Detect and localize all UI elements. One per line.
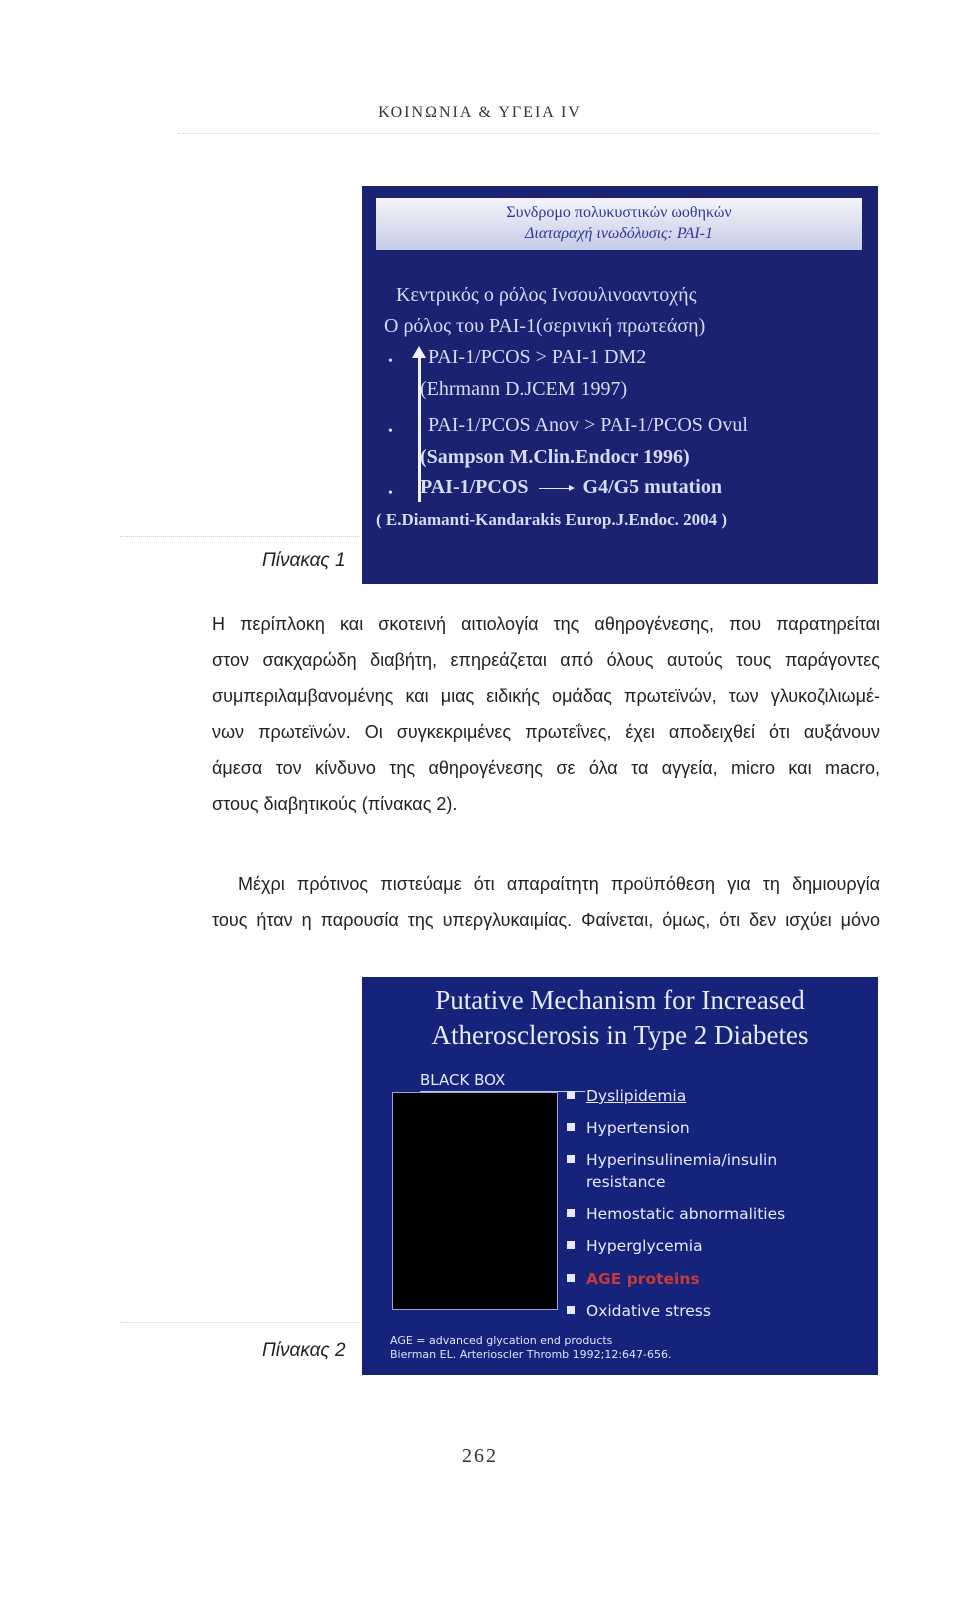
- paragraph-2: [212, 866, 880, 938]
- paragraph-1-line-5: άμεσα τον κίνδυνο της αθηρογένεσης σε όλα τα αγγεία, micro και macro,: [212, 758, 880, 778]
- slide1-line-7: [420, 476, 722, 499]
- square-bullet-icon: [567, 1091, 575, 1099]
- black-box: [392, 1092, 558, 1310]
- slide2-title-line1: Putative Mechanism for Increased: [435, 985, 805, 1015]
- slide1-title-bar: [376, 198, 862, 250]
- slide1-title-line2: Διαταραχή ινωδόλυσις: PAI-1: [525, 225, 713, 242]
- square-bullet-icon: [567, 1306, 575, 1314]
- list-item: Dyslipidemia: [567, 1085, 686, 1107]
- paragraph-2-line-1: Μέχρι πρότινος πιστεύαμε ότι απαραίτητη προϋπόθεση για τη δημιουργία: [238, 874, 880, 894]
- list-item: Hyperinsulinemia/insulin resistance: [567, 1149, 777, 1193]
- slide1-line-6: (Sampson M.Clin.Endocr 1996): [420, 446, 690, 468]
- slide1-line-4: (Ehrmann D.JCEM 1997): [420, 378, 628, 400]
- square-bullet-icon: [567, 1209, 575, 1217]
- paragraph-1-line-1: Η περίπλοκη και σκοτεινή αιτιολογία της αθηρογένεσης, που παρατηρείται: [212, 614, 880, 634]
- table-1-caption: Πίνακας 1: [262, 550, 346, 571]
- bullet-icon: •: [388, 424, 393, 439]
- list-item: Hemostatic abnormalities: [567, 1203, 785, 1225]
- caption2-rule: [120, 1322, 360, 1323]
- paragraph-2-line-2: τους ήταν η παρουσία της υπεργλυκαιμίας. Φαίνεται, όμως, ότι δεν ισχύει μόνο: [212, 910, 880, 930]
- paragraph-1-line-4: νων πρωτεϊνών. Οι συγκεκριμένες πρωτεΐνες, έχει αποδειχθεί ότι αυξάνουν: [212, 722, 880, 742]
- list-item: Hyperglycemia: [567, 1235, 703, 1257]
- table-2-caption: Πίνακας 2: [262, 1340, 346, 1361]
- header-divider: [178, 133, 878, 134]
- paragraph-1-line-3: συμπεριλαμβανομένης και μιας ειδικής ομάδας πρωτεϊνών, των γλυκοζιλιωμέ-: [212, 686, 880, 706]
- slide1-line-8: ( E.Diamanti-Kandarakis Europ.J.Endoc. 2004 ): [376, 510, 728, 529]
- bullet-icon: •: [388, 486, 393, 501]
- black-box-label: BLACK BOX: [420, 1071, 506, 1089]
- bullet-icon: •: [388, 354, 393, 369]
- list-item-highlight: AGE proteins: [567, 1268, 700, 1290]
- table-1-slide: [362, 186, 878, 584]
- footnote-line-1: AGE = advanced glycation end products: [390, 1334, 613, 1347]
- square-bullet-icon: [567, 1155, 575, 1163]
- square-bullet-icon: [567, 1241, 575, 1249]
- slide1-line-7a: PAI-1/PCOS: [420, 476, 529, 498]
- page-number: 262: [462, 1445, 498, 1467]
- table-2-slide: [362, 977, 878, 1375]
- square-bullet-icon: [567, 1123, 575, 1131]
- right-arrow-icon: [539, 488, 573, 489]
- slide2-footnote: [390, 1334, 672, 1362]
- square-bullet-icon: [567, 1274, 575, 1282]
- list-item: Oxidative stress: [567, 1300, 711, 1322]
- caption1-rule: [120, 536, 360, 537]
- paragraph-1: [212, 606, 880, 822]
- slide2-title: [362, 983, 878, 1053]
- list-item: Hypertension: [567, 1117, 690, 1139]
- slide1-line-1: Κεντρικός ο ρόλος Ινσουλινοαντοχής: [396, 284, 697, 306]
- running-header: ΚΟΙΝΩΝΙΑ & ΥΓΕΙΑ IV: [378, 104, 582, 121]
- slide1-line-5: PAI-1/PCOS Anov > PAI-1/PCOS Ovul: [428, 414, 748, 436]
- footnote-line-2: Bierman EL. Arterioscler Thromb 1992;12:647-656.: [390, 1348, 672, 1361]
- slide1-title-line1: Συνδρομο πολυκυστικών ωοθηκών: [506, 204, 732, 221]
- slide1-line-2: Ο ρόλος του PAI-1(σερινική πρωτεάση): [384, 315, 706, 337]
- paragraph-1-line-6: στους διαβητικούς (πίνακας 2).: [212, 794, 458, 814]
- slide2-title-line2: Atherosclerosis in Type 2 Diabetes: [431, 1020, 809, 1050]
- slide1-line-3: PAI-1/PCOS > PAI-1 DM2: [428, 346, 647, 368]
- paragraph-1-line-2: στον σακχαρώδη διαβήτη, επηρεάζεται από όλους αυτούς τους παράγοντες: [212, 650, 880, 670]
- slide1-line-7b: G4/G5 mutation: [582, 476, 722, 498]
